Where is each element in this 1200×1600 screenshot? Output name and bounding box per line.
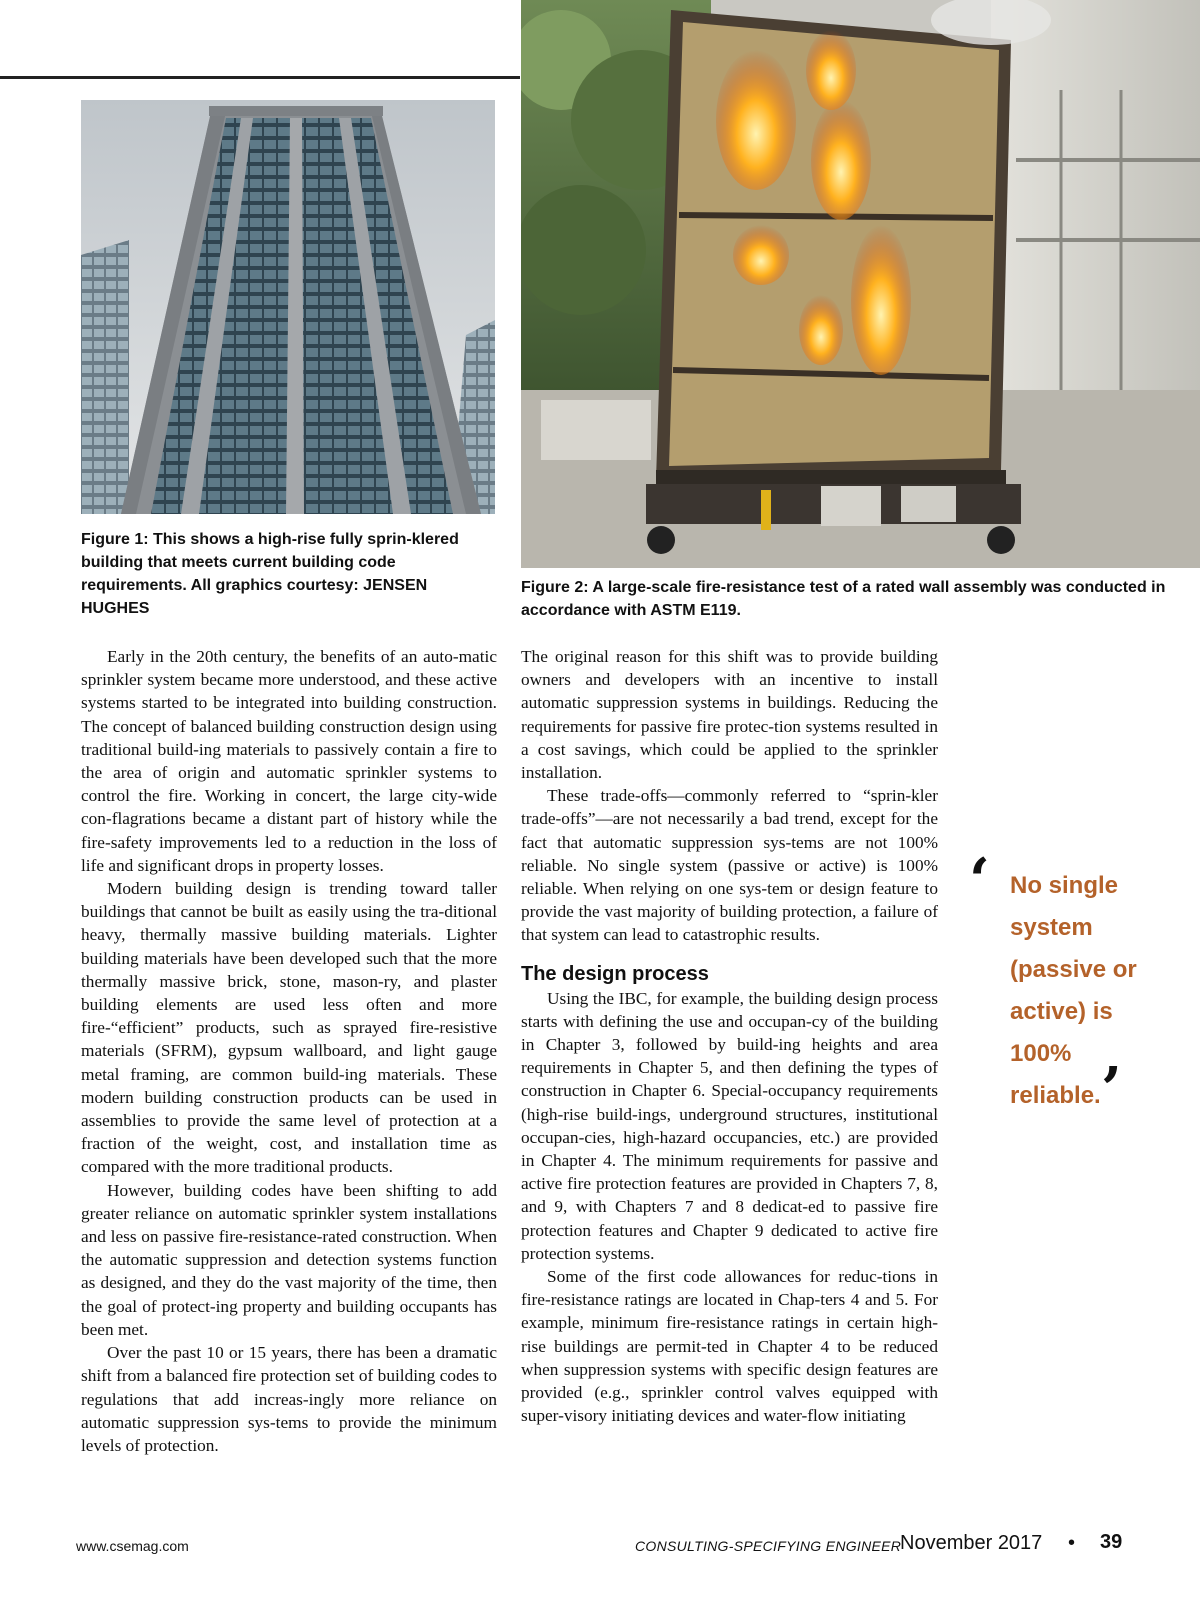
footer-date: November 2017	[900, 1532, 1043, 1554]
figure-2-caption: Figure 2: A large-scale fire-resistance test of a rated wall assembly was conducted in accordance with ASTM E119.	[521, 579, 1166, 619]
page-footer	[0, 1531, 1200, 1564]
footer-magazine: CONSULTING-SPECIFYING ENGINEER	[635, 1538, 902, 1554]
top-rule	[0, 76, 520, 79]
page-number: 39	[1100, 1531, 1123, 1553]
footer-bullet: •	[1068, 1532, 1076, 1554]
paragraph: Over the past 10 or 15 years, there has been a dramatic shift from a balanced fire protection set of building codes to regulations that add increas-ingly more reliance on automatic suppression sys-tems to provide the minimum levels of protection.	[81, 1343, 497, 1455]
high-rise-building-photo	[81, 100, 495, 514]
figure-2-image	[521, 0, 1200, 568]
article-column-1	[81, 645, 497, 1457]
open-quote-mark: ‘	[969, 846, 990, 916]
article-column-2	[521, 645, 938, 1428]
paragraph: The original reason for this shift was to provide building owners and developers with an incentive to install automatic suppression systems in buildings. Reducing the requirements for passive fire protec-tion systems resulted in a cost savings, which could be applied to the sprinkler installation.	[521, 647, 938, 783]
fire-test-photo	[521, 0, 1200, 568]
pull-quote	[969, 846, 1153, 1125]
paragraph: However, building codes have been shifting to add greater reliance on automatic sprinkler system installations and less on passive fire-resistance-rated construction. When the automatic suppression and detection systems function as designed, and they do the vast majority of the time, then the goal of protect-ing property and building occupants has been met.	[81, 1180, 497, 1339]
paragraph: Using the IBC, for example, the building design process starts with defining the use and occupan-cy of the building in Chapter 3, followed by build-ing heights and area requirements in Chapter 5, and then defining the types of construction in Chapter 6. Special-occupancy requirements (high-rise build-ings, underground structures, institutional occupan-cies, high-hazard occupancies, etc.) are provided in Chapter 4. The minimum requirements for passive and active fire protection features are provided in Chapters 7, 8, and 9, with Chapters 7 and 8 dedicat-ed to passive fire protection features and Chapter 9 dedicated to active fire protection systems.	[521, 988, 938, 1263]
paragraph: Early in the 20th century, the benefits of an auto-matic sprinkler system became more understood, and these active systems started to be integrated into building construction. The concept of balanced building construction design using traditional build-ing materials to passively contain a fire to the area of origin and automatic sprinkler systems to control the fire. Working in concert, the large city-wide con-flagrations became a distant part of history while the fire-safety improvements led to a reduction in the loss of life and significant drops in property losses.	[81, 647, 497, 875]
figure-1-caption: Figure 1: This shows a high-rise fully sprin-klered building that meets current building code requirements. All graphics courtesy: JENSEN HUGHES	[81, 531, 459, 617]
figure-1-image	[81, 100, 495, 514]
pull-quote-text: No single system (passive or active) is 100% reliable.	[1010, 872, 1137, 1109]
close-quote-mark: ’	[1101, 1055, 1122, 1125]
paragraph: Modern building design is trending toward taller buildings that cannot be built as easily using the tra-ditional heavy, thermally massive building materials. Lighter building materials have been developed such that the more thermally massive brick, stone, mason-ry, and plaster building elements are used less often and more fire-“efficient” products, such as sprayed fire-resistive materials (SFRM), gypsum wallboard, and light gauge metal framing, are common build-ing materials. These modern building construction products can be used in assemblies to provide the same level of protection at a fraction of the weight, cost, and installation time as compared with the more traditional products.	[81, 879, 497, 1177]
paragraph: These trade-offs—commonly referred to “sprin-kler trade-offs”—are not necessarily a bad trend, except for the fact that automatic suppression sys-tems are not 100% reliable. No single system (passive or active) is 100% reliable. When relying on one sys-tem or design feature to provide the vast majority of building protection, a failure of that system can lead to catastrophic results.	[521, 786, 938, 945]
section-heading: The design process	[521, 962, 709, 985]
footer-url: www.csemag.com	[76, 1538, 189, 1554]
paragraph: Some of the first code allowances for reduc-tions in fire-resistance ratings are located in Chap-ters 4 and 5. For example, minimum fire-resistance ratings in certain high-rise buildings are permit-ted in Chapter 4 to be reduced when suppression systems with specific design features are provided (e.g., sprinkler control valves equipped with super-visory initiating devices and water-flow initiating	[521, 1267, 938, 1426]
